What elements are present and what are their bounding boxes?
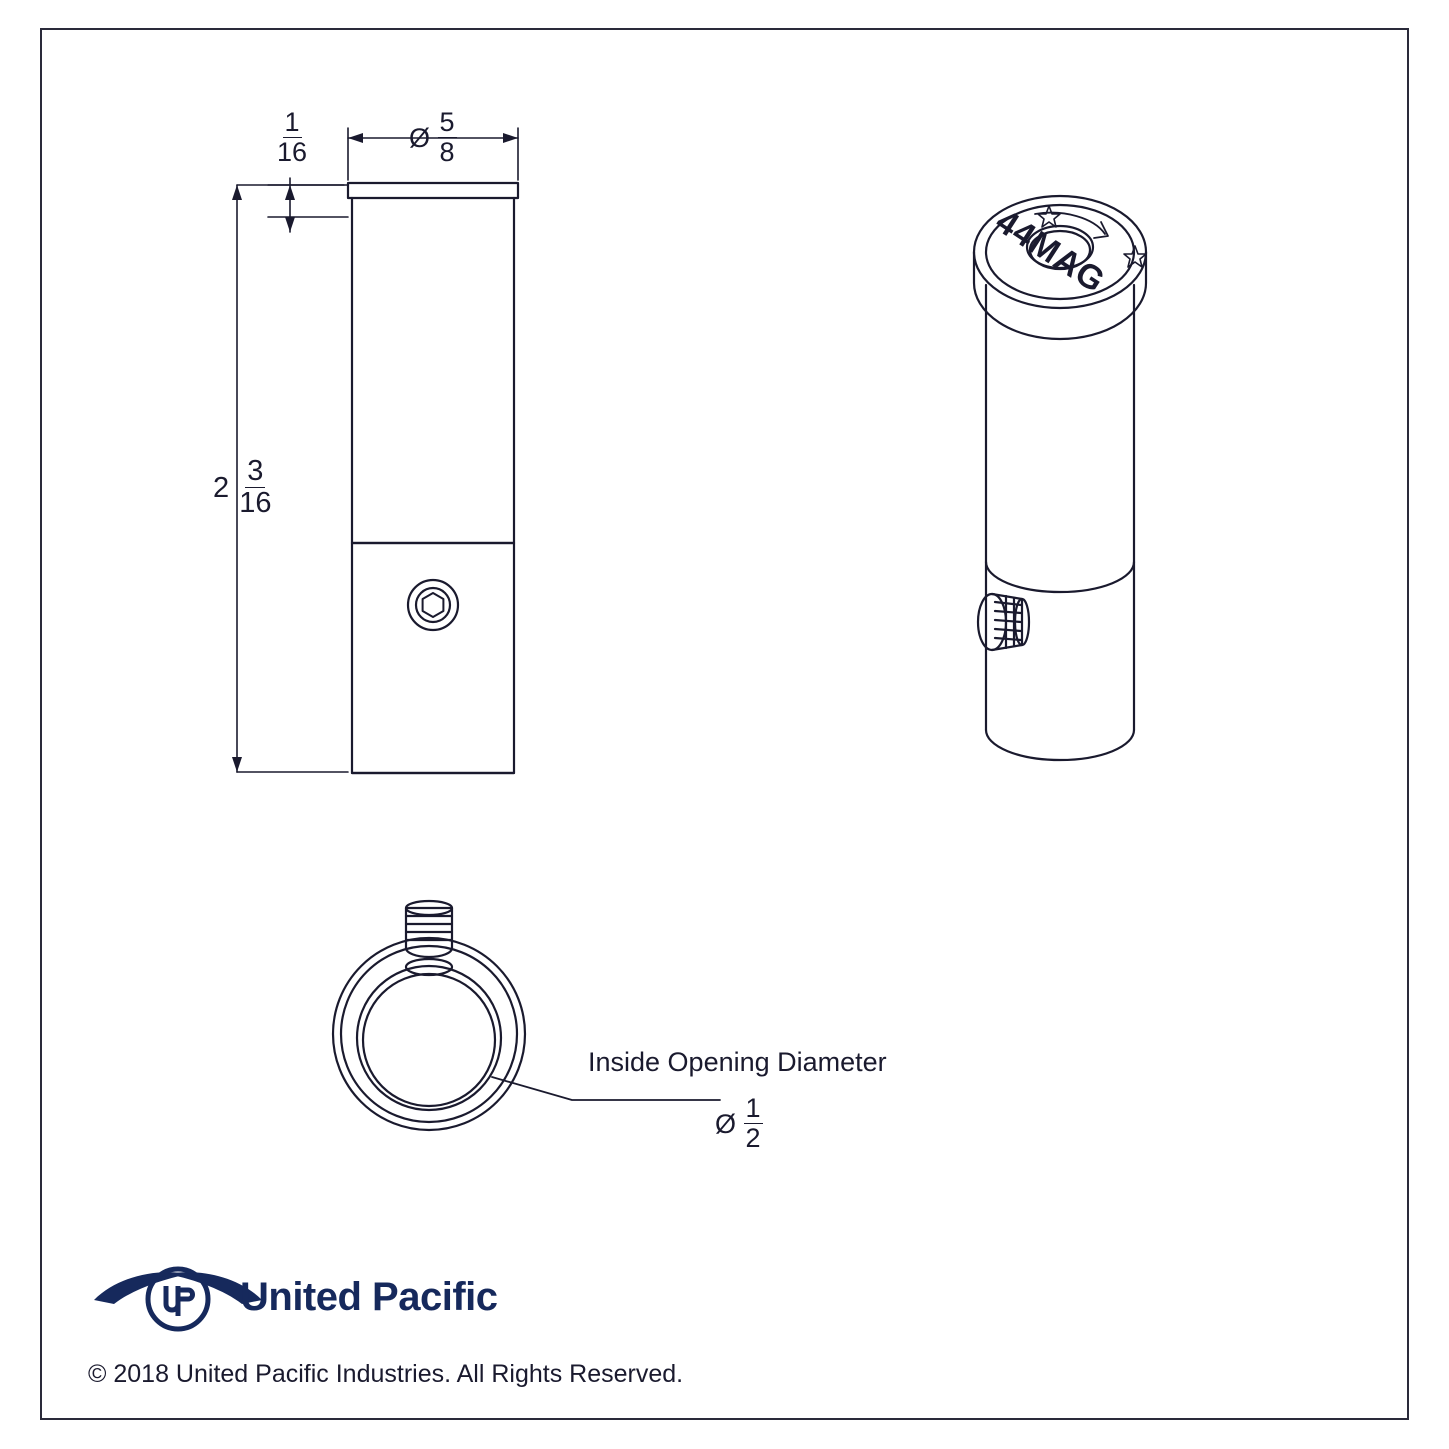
diameter-symbol-icon: Ø [409,123,431,153]
bottom-view-geometry [333,901,720,1130]
fraction-wall-thickness: $\frac{1}{16}$ [277,107,308,167]
fraction-outside-diameter: $\frac{5}{8}$ [439,107,455,167]
whole-number-overall-length: 2 [213,472,230,504]
diameter-symbol-icon: Ø [715,1109,737,1139]
callout-inside-opening-dimension [715,1093,763,1153]
dimension-overall-length [213,455,273,519]
copyright-notice: © 2018 United Pacific Industries. All Rights Reserved. [88,1360,684,1388]
front-view-geometry [348,183,518,773]
brand-name: United Pacific [240,1275,498,1319]
dimension-outside-diameter [409,107,457,167]
fraction-inside-diameter: $\frac{1}{2}$ [745,1093,761,1153]
fraction-overall-length: $\frac{3}{16}$ [239,455,272,519]
callout-inside-opening-label: Inside Opening Diameter [588,1047,887,1077]
dimension-wall-thickness [275,107,309,167]
head-stamp-text: 44MAG [988,202,1112,301]
star-icon [1124,246,1146,267]
front-view-dimensions [232,128,518,772]
